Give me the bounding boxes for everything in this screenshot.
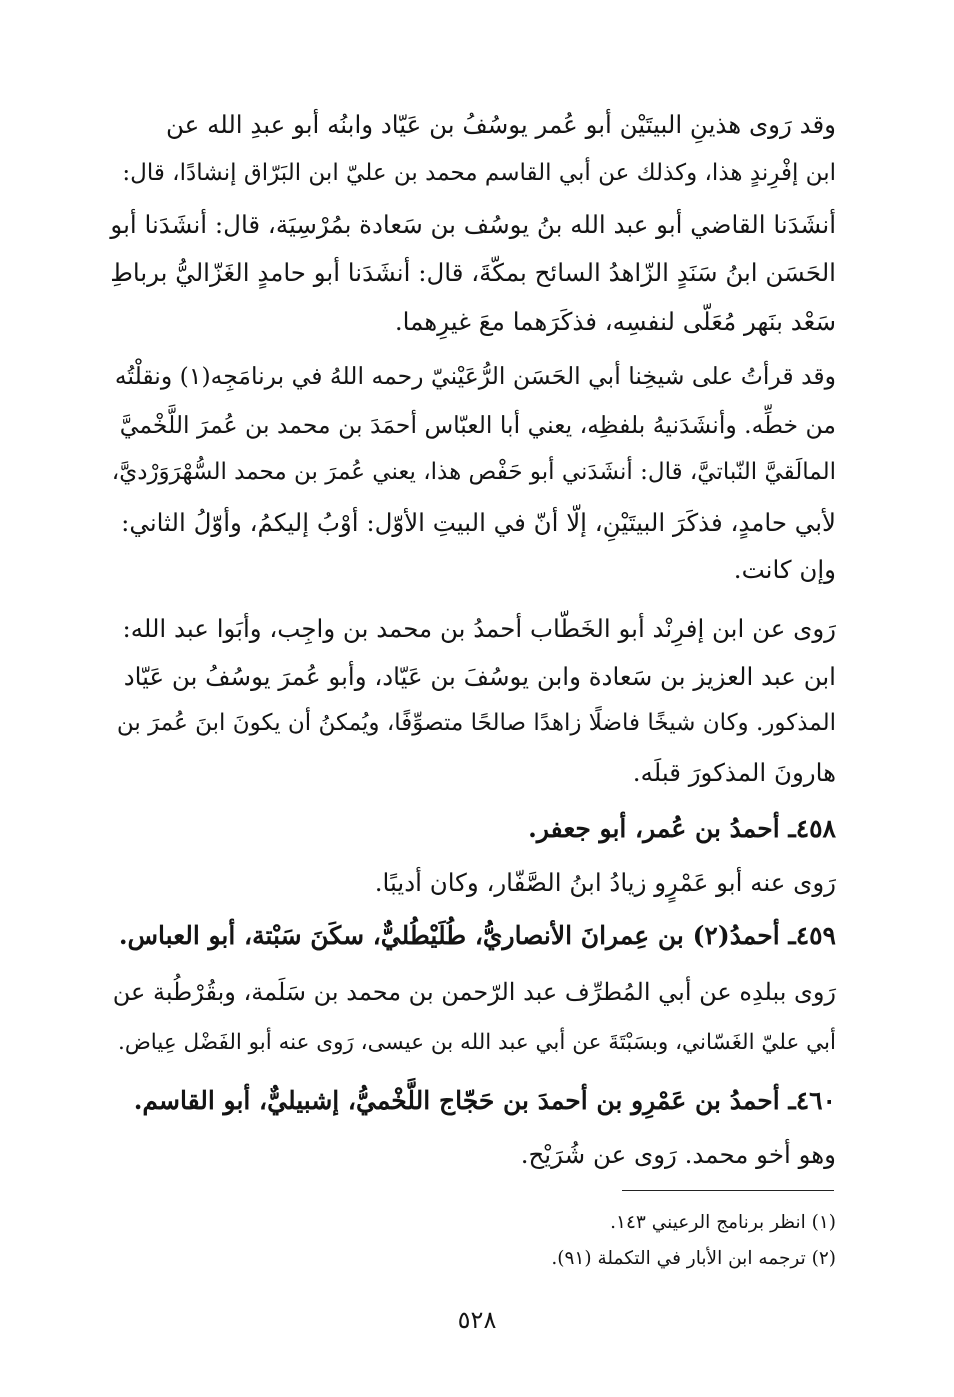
- text-line: هارونَ المذكورَ قبلَه.: [632, 758, 836, 787]
- text-line: من خطِّه. وأنشَدَنيهُ بلفظِه، يعني أبا العبّاس أحمَدَ بن محمد بن عُمرَ اللَّخْميَّ: [119, 411, 836, 439]
- entry-text: رَوى عنه أبو عَمْرٍو زيادُ ابنُ الصَّفّار، وكان أديبًا.: [374, 868, 836, 897]
- footnote-1: (١) انظر برنامج الرعيني ١٤٣.: [610, 1212, 836, 1233]
- entry-heading-458: ٤٥٨ـ أحمدُ بن عُمر، أبو جعفر.: [528, 814, 836, 843]
- text-line: ابن إفْرِندٍ هذا، وكذلك عن أبي القاسم محمد بن عليّ ابن البَرّاق إنشادًا، قال:: [122, 160, 836, 186]
- text-line: لأبي حامدٍ، فذكَرَ البيتَيْنِ، إلّا أنّ في البيتِ الأوّل: أوْبُ إليكمُ، وأوّلُ الثاني:: [121, 508, 836, 537]
- text-line: الحَسَن ابنُ سَنَدٍ الزّاهدُ السائح بمكّةَ، قال: أنشَدَنا أبو حامدٍ الغَزّاليُّ برباطِ: [110, 258, 836, 287]
- entry-heading-460: ٤٦٠ـ أحمدُ بن عَمْرِو بن أحمدَ بن حَجّاج اللَّخْميُّ، إشبيليٌّ، أبو القاسم.: [133, 1086, 836, 1115]
- text-line: المذكور. وكان شيخًا فاضلًا زاهدًا صالحًا متصوِّفًا، ويُمكنُ أن يكونَ ابنَ عُمرَ بن: [116, 710, 836, 736]
- entry-text: وهو أخو محمد. رَوى عن شُرَيْح.: [520, 1140, 836, 1169]
- text-line: المالَقيَّ النّباتيَّ، قال: أنشَدَني أبو حَفْص هذا، يعني عُمرَ بن محمد السُّهْرَوَرْديَّ،: [111, 459, 836, 485]
- text-line: ابن عبد العزيز بن سَعادة وابن يوسُفَ بن عَيّاد، وأبو عُمرَ يوسُفُ بن عَيّاد: [123, 662, 836, 691]
- footnote-2: (٢) ترجمه ابن الأبار في التكملة (٩١).: [551, 1248, 836, 1269]
- text-line: سَعْد بنَهر مُعَلّى لنفسِه، فذكَرَهما معَ غيرِهما.: [394, 307, 836, 336]
- footnote-divider: [622, 1190, 834, 1191]
- text-line: وقد قرأتُ على شيخِنا أبي الحَسَن الرُّعَيْنيّ رحمه اللهُ في برنامَجِه(١) ونقلْتُه: [114, 362, 836, 390]
- text-line: وقد رَوى هذينِ البيتَيْن أبو عُمر يوسُفُ بن عَيّاد وابنُه أبو عبدِ الله عن: [166, 110, 836, 139]
- entry-text: رَوى ببلدِه عن أبي المُطرِّف عبد الرّحمن بن محمد بن سَلَمة، وبقُرْطُبة عن: [112, 978, 836, 1006]
- text-line: أنشَدَنا القاضي أبو عبد الله بنُ يوسُف بن سَعادة بمُرْسِيَة، قال: أنشَدَنا أبو: [110, 210, 836, 239]
- page-number: ٥٢٨: [457, 1306, 497, 1334]
- text-line: وإن كانت.: [733, 555, 836, 584]
- text-line: رَوى عن ابن إفرِنْد أبو الخَطّاب أحمدُ بن محمد بن واجِب، وأبَوا عبد الله:: [122, 614, 836, 643]
- entry-heading-459: ٤٥٩ـ أحمدُ(٢) بن عِمرانَ الأنصاريُّ، طُلَيْطُليٌّ، سكَنَ سَبْتة، أبو العباس.: [118, 921, 836, 950]
- entry-text: أبي عليّ الغَسّاني، وبسَبْتَةَ عن أبي عبد الله بن عيسى، رَوى عنه أبو الفَضْل عِياض.: [117, 1030, 836, 1055]
